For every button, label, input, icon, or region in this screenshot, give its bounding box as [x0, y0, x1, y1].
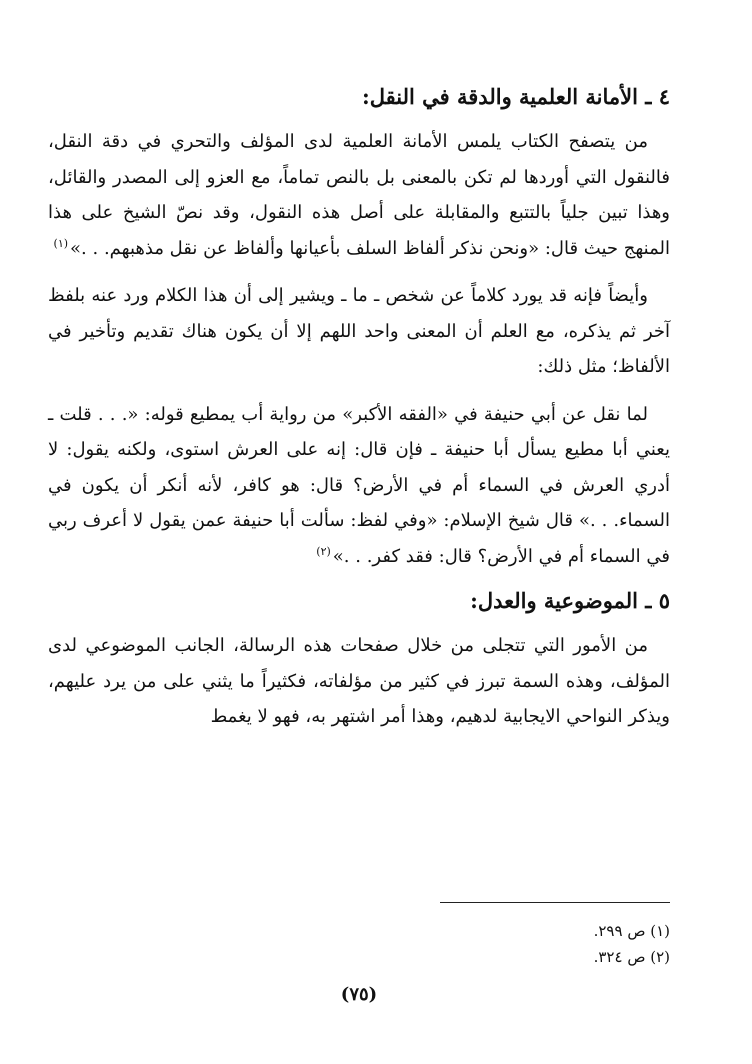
- paragraph-text: لما نقل عن أبي حنيفة في «الفقه الأكبر» من رواية أب يمطيع قوله: «. . . قلت ـ يعني أبا مطيع يسأل أبا حنيفة ـ فإن قال: إنه على العرش استوى، ولكنه يقول: لا أدري العرش في السماء أم في الأرض؟ قال: هو كافر، لأنه أنكر أن يكون في السماء. . .» قال شيخ الإسلام: «وفي لفظ: سألت أبا حنيفة عمن يقول لا أعرف ربي في السماء أم في الأرض؟ قال: فقد كفر. . .»: [48, 403, 670, 567]
- footnote-ref-1: (١): [53, 236, 69, 250]
- footnote-2: (٢) ص ٣٢٤.: [593, 948, 670, 966]
- section-4-paragraph-1: [48, 124, 670, 266]
- footnotes: [48, 918, 670, 970]
- section-4-paragraph-3: [48, 397, 670, 575]
- footnote-1: (١) ص ٢٩٩.: [593, 922, 670, 940]
- page-number: (٧٥): [340, 984, 378, 1005]
- footnote-ref-2: (٢): [316, 544, 331, 558]
- section-5-heading: ٥ ـ الموضوعية والعدل:: [470, 588, 670, 613]
- footnote-divider: [440, 902, 670, 903]
- document-page: [48, 70, 670, 1030]
- section-4-paragraph-2: وأيضاً فإنه قد يورد كلاماً عن شخص ـ ما ـ ويشير إلى أن هذا الكلام ورد عنه بلفظ آخر ثم يذكره، مع العلم أن المعنى واحد اللهم إلا أن يكون هناك تقديم وتأخير في الألفاظ؛ مثل ذلك:: [48, 285, 670, 377]
- section-4-heading: ٤ ـ الأمانة العلمية والدقة في النقل:: [362, 84, 670, 109]
- section-5-paragraph-1: من الأمور التي تتجلى من خلال صفحات هذه الرسالة، الجانب الموضوعي لدى المؤلف، وهذه السمة تبرز في كثير من مؤلفاته، فكثيراً ما يثني على من يرد عليهم، ويذكر النواحي الايجابية لدهيم، وهذا أمر اشتهر به، فهو لا يغمط: [48, 635, 670, 727]
- paragraph-text: من يتصفح الكتاب يلمس الأمانة العلمية لدى المؤلف والتحري في دقة النقل، فالنقول التي أوردها لم تكن بالمعنى بل بالنص تماماً، مع العزو إلى المصدر والقائل، وهذا تبين جلياً بالتتبع والمقابلة على أصل هذه النقول، وقد نصّ الشيخ على هذا المنهج حيث قال: «ونحن نذكر ألفاظ السلف بأعيانها وألفاظ عن نقل مذهبهم. . .»: [48, 131, 670, 259]
